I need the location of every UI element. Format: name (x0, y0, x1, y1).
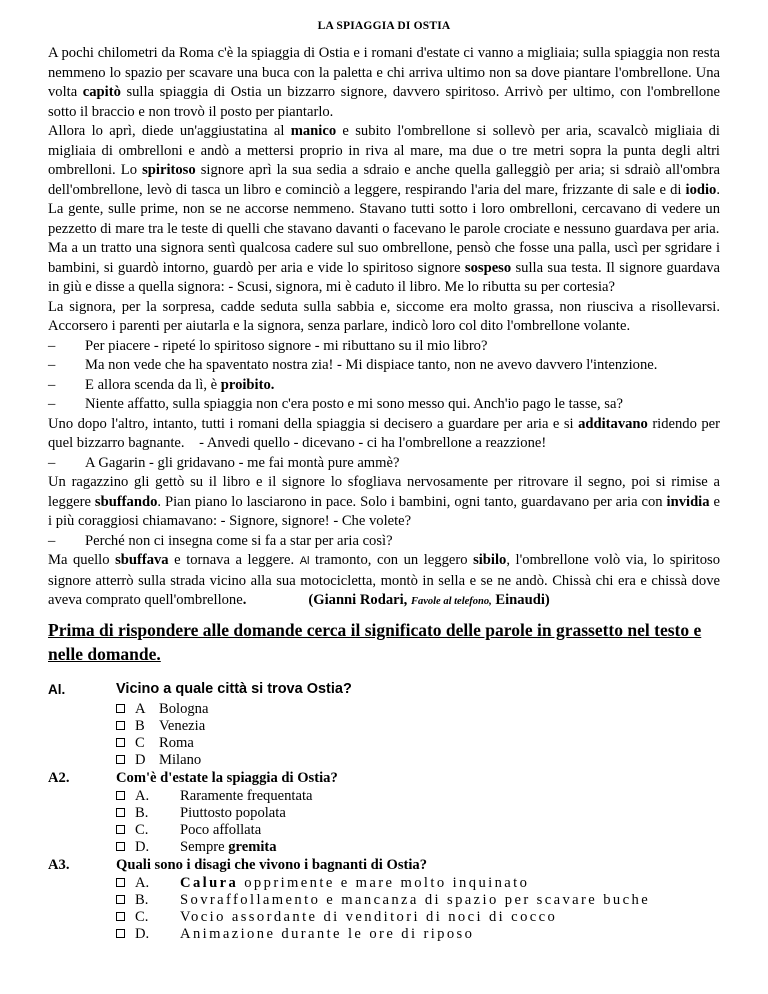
question-text: Quali sono i disagi che vivono i bagnanti di Ostia? (116, 856, 428, 873)
story-paragraph-4: La signora, per la sorpresa, cadde seduta sulla sabbia e, siccome era molto grassa, non riusciva a risollevarsi. Accorsero i parenti per aiutarla e la signora, senza parlare, indicò loro col dito l'ombrellone volante. (48, 298, 720, 334)
dash-mark: – (48, 396, 56, 412)
text-run: Ma a un tratto una signora sentì qualcosa cadere sul suo ombrellone, pensò che fosse una palla, uscì per sgridare i bambini, si guardò intorno, guardò per aria e vide lo spiritoso signore (48, 240, 720, 276)
question-text: Com'è d'estate la spiaggia di Ostia? (116, 769, 338, 786)
checkbox-icon[interactable] (116, 912, 125, 921)
dialogue-text: Perché non ci insegna come si fa a star per aria così? (85, 532, 393, 549)
checkbox-icon[interactable] (116, 825, 125, 834)
options-list (116, 701, 720, 769)
option-b[interactable] (116, 892, 720, 909)
option-text: Roma (159, 734, 194, 751)
bold-word: invidia (666, 493, 710, 510)
option-letter: C. (135, 908, 149, 925)
source-credit (308, 592, 549, 608)
options-list (116, 788, 720, 856)
option-text: Animazione durante le ore di riposo (180, 925, 475, 942)
option-letter: D. (135, 838, 150, 855)
bold-word: iodio (685, 181, 717, 198)
option-d[interactable] (116, 926, 720, 943)
question-text: Vicino a quale città si trova Ostia? (116, 680, 352, 697)
question-body (116, 680, 720, 769)
checkbox-icon[interactable] (116, 704, 125, 713)
bold-word: sibilo (473, 552, 507, 568)
question-body (116, 769, 720, 856)
story-paragraph-6 (48, 473, 720, 532)
story-text (48, 44, 724, 612)
option-text: Venezia (159, 717, 206, 734)
checkbox-icon[interactable] (116, 721, 125, 730)
option-letter: B. (135, 804, 149, 821)
dialogue-line-3 (48, 376, 720, 396)
option-text: Raramente frequentata (180, 787, 313, 804)
question-body (116, 856, 720, 943)
bold-word: spiritoso (142, 162, 196, 178)
story-paragraph-7 (48, 551, 720, 612)
text-run: sulla sua testa. Il signore guardava in giù e disse a quella signora: - Scusi, signora, mi è caduto il libro. Me lo ributta su per cortesia? (48, 259, 720, 295)
text-run: ridendo per quel bizzarro bagnante. - Anvedi quello - dicevano - ci ha l'ombrellone a reazzione! (48, 415, 724, 451)
checkbox-icon[interactable] (116, 929, 125, 938)
checkbox-icon[interactable] (116, 738, 125, 747)
text-run: sulla spiaggia di Ostia un bizzarro signore, davvero spiritoso. Arrivò per ultimo, con l'ombrellone sotto il braccio e non trovò il posto per piantarlo. (48, 84, 720, 120)
dialogue-text: Per piacere - ripeté lo spiritoso signore - mi ributtano su il mio libro? (85, 337, 488, 354)
document-title: LA SPIAGGIA DI OSTIA (317, 20, 451, 32)
text-run: E allora scenda da lì, è (85, 376, 221, 393)
dash-mark: – (48, 337, 56, 354)
checkbox-icon[interactable] (116, 842, 125, 851)
checkbox-icon[interactable] (116, 878, 125, 887)
text-run: signore aprì la sua sedia a sdraio e anche quella galleggiò per aria; si sdraiò all'ombra dell'ombrellone, levò di tasca un libro e cominciò a leggere, respirando l'aria del mare, frizzante di sale e di (48, 162, 721, 198)
question-number: Al. (48, 681, 66, 697)
story-paragraph-2 (48, 122, 720, 239)
option-letter: B (135, 717, 145, 734)
option-text: Vocio assordante di venditori di noci di cocco (180, 908, 558, 925)
story-paragraph-3 (48, 239, 720, 298)
dash-mark: – (48, 357, 56, 373)
dialogue-text: Ma non vede che ha spaventato nostra zia! - Mi dispiace tanto, non ne avevo davvero l'intenzione. (85, 357, 658, 373)
text-run: e i più coraggiosi chiamavano: - Signore, signore! - Che volete? (48, 493, 720, 529)
dialogue-line-4 (48, 395, 720, 415)
checkbox-icon[interactable] (116, 755, 125, 764)
option-letter: A. (135, 874, 150, 891)
options-list (116, 875, 720, 943)
dash-mark: – (48, 376, 56, 393)
option-c[interactable] (116, 735, 720, 752)
option-text: Bologna (159, 700, 209, 717)
option-d[interactable] (116, 839, 720, 856)
option-d[interactable] (116, 752, 720, 769)
bold-word: Calura (180, 874, 239, 891)
option-a[interactable] (116, 701, 720, 718)
text-run: e subito l'ombrellone si sollevò per aria, scavalcò migliaia di migliaia di ombrelloni e andò a mettersi proprio in riva al mare, ma due o tre metri sopra la punta degli altri ombrelloni. Lo (48, 123, 720, 178)
dialogue-text: Niente affatto, sulla spiaggia non c'era posto e mi sono messo qui. Anch'io pago le tasse, sa? (85, 396, 623, 412)
text-run: Al (299, 555, 310, 567)
text-run: Ma quello (48, 552, 116, 568)
text-run: Allora lo aprì, diede un'aggiustatina al (48, 123, 291, 139)
option-letter: C (135, 734, 145, 751)
question-number: A3. (48, 856, 70, 873)
bold-word: sospeso (464, 259, 512, 276)
dialogue-line-6 (48, 532, 720, 552)
option-letter: D (135, 751, 146, 768)
bold-word: manico (290, 123, 337, 139)
checkbox-icon[interactable] (116, 895, 125, 904)
story-paragraph-5 (48, 415, 724, 454)
text-run: . Pian piano lo lasciarono in pace. Solo i bambini, ogni tanto, guardavano per aria con (157, 493, 667, 510)
text-run: opprimente e mare molto inquinato (238, 874, 530, 891)
bold-period: . (242, 592, 247, 608)
option-text: Piuttosto popolata (180, 804, 286, 821)
dialogue-line-5 (48, 454, 720, 474)
dialogue-line-2 (48, 356, 720, 376)
text-run: Un ragazzino gli gettò su il libro e il signore lo sfogliava nervosamente per ritrovare il segno, poi si rimise a leggere (48, 474, 720, 510)
text-run: , l'ombrellone volò via, lo spiritoso signore atterrò sulla strada vicino alla sua motocicletta, montò in sella e se ne andò. Chissà chi era e chissà dove aveva comprato quell'ombrellone (48, 552, 720, 608)
question-2 (48, 769, 720, 856)
dash-mark: – (48, 532, 56, 549)
option-text: Poco affollata (180, 821, 262, 838)
option-a[interactable] (116, 875, 720, 892)
option-b[interactable] (116, 805, 720, 822)
option-letter: B. (135, 891, 149, 908)
text-run: tramonto, con un leggero (309, 552, 474, 568)
text-run: . La gente, sulle prime, non se ne accorse nemmeno. Stavano tutti sotto i loro ombrelloni, cercavano di vedere un pezzetto di mare tra le teste di quelli che stavano davanti o facevano le parole crociate e nessuno guardava per aria. (48, 181, 720, 237)
option-a[interactable] (116, 788, 720, 805)
option-letter: A (135, 700, 146, 717)
bold-word: sbuffando (94, 493, 158, 510)
story-paragraph-1 (48, 44, 720, 122)
instructions-heading: Prima di rispondere alle domande cerca il significato delle parole in grassetto nel testo e nelle domande. (48, 619, 702, 664)
text-run: Uno dopo l'altro, intanto, tutti i romani della spiaggia si decisero a guardare per aria e si (48, 415, 579, 432)
option-text: Milano (159, 751, 202, 768)
checkbox-icon[interactable] (116, 791, 125, 800)
option-letter: A. (135, 787, 150, 804)
credit-book: Favole al telefono, (410, 596, 492, 607)
question-3 (48, 856, 720, 943)
option-text: Sovraffollamento e mancanza di spazio per scavare buche (180, 891, 651, 908)
bold-word: proibito. (220, 376, 275, 393)
dash-mark: – (48, 454, 56, 471)
credit-author: (Gianni Rodari, (308, 592, 411, 608)
dialogue-text (85, 376, 720, 396)
bold-word: capitò (82, 84, 121, 100)
text-run: e tornava a leggere. (168, 552, 300, 568)
option-letter: D. (135, 925, 150, 942)
bold-word: sbuffava (115, 552, 169, 568)
option-c[interactable] (116, 909, 720, 926)
option-text: Sempre (180, 838, 229, 855)
text-run: A pochi chilometri da Roma c'è la spiaggia di Ostia e i romani d'estate ci vanno a migliaia; sulla spiaggia non resta nemmeno lo spazio per scavare una buca con la paletta e chi arriva ultimo non sa dove piantare l'ombrellone. Una volta (48, 45, 720, 100)
option-c[interactable] (116, 822, 720, 839)
bold-word: additavano (578, 415, 648, 432)
dialogue-line-1 (48, 337, 720, 357)
question-number: A2. (48, 769, 70, 786)
option-letter: C. (135, 821, 149, 838)
credit-publisher: Einaudi) (491, 592, 550, 608)
question-1 (48, 680, 720, 769)
bold-word: gremita (228, 838, 277, 855)
option-b[interactable] (116, 718, 720, 735)
checkbox-icon[interactable] (116, 808, 125, 817)
dialogue-text: A Gagarin - gli gridavano - me fai montà pure ammè? (85, 454, 400, 471)
